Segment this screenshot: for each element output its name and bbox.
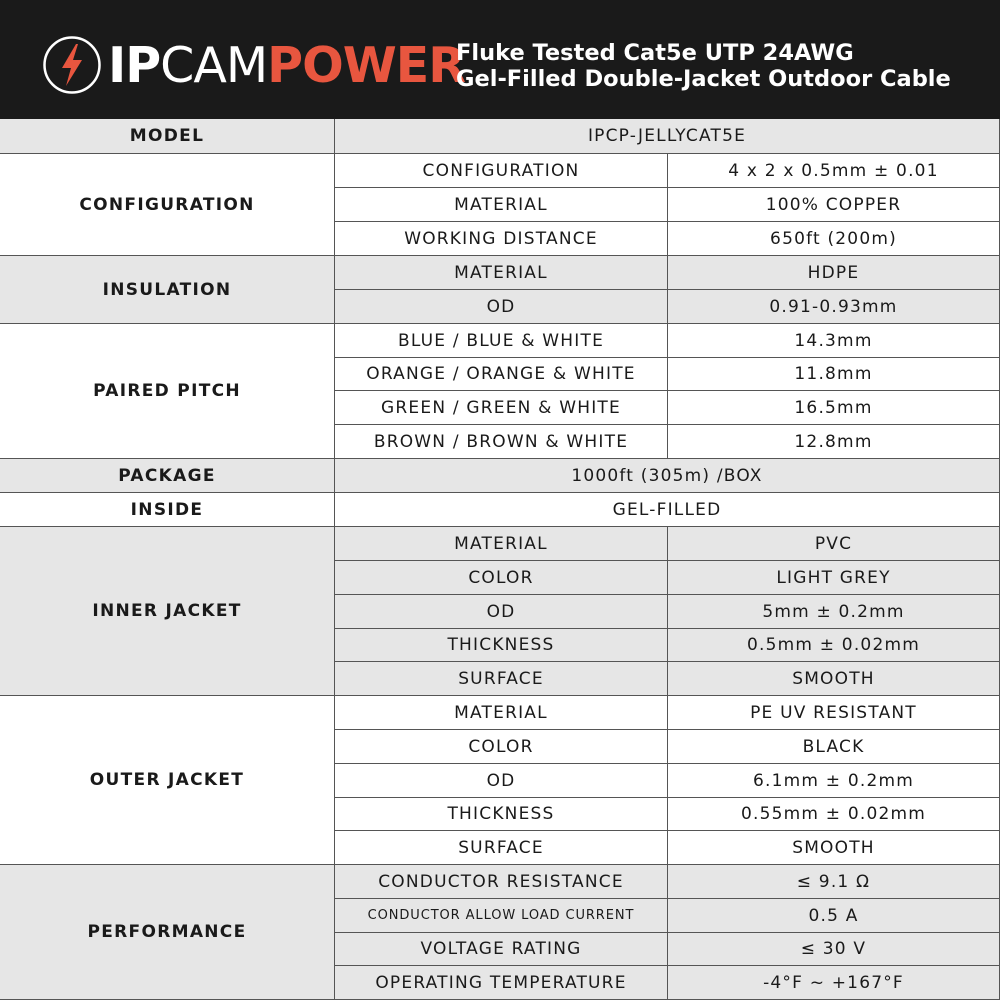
package-label: PACKAGE: [0, 459, 335, 493]
insulation-label: INSULATION: [0, 256, 335, 324]
inner-jacket-row-value: 0.5mm ± 0.02mm: [668, 629, 1000, 662]
insulation-row-name: MATERIAL: [335, 256, 668, 290]
outer-jacket-row-value: SMOOTH: [668, 831, 1000, 865]
performance-row-name: OPERATING TEMPERATURE: [335, 966, 668, 1000]
insulation-row-value: HDPE: [668, 256, 1000, 290]
inner-jacket-row-name: SURFACE: [335, 662, 668, 696]
outer-jacket-row-name: OD: [335, 764, 668, 798]
paired-pitch-row-value: 14.3mm: [668, 324, 1000, 358]
model-value: IPCP-JELLYCAT5E: [335, 119, 1000, 154]
inside-value: GEL-FILLED: [335, 493, 1000, 527]
paired-pitch-row-name: BROWN / BROWN & WHITE: [335, 425, 668, 459]
performance-row-value: -4°F ~ +167°F: [668, 966, 1000, 1000]
inner-jacket-row-name: MATERIAL: [335, 527, 668, 561]
inner-jacket-row-value: LIGHT GREY: [668, 561, 1000, 595]
inner-jacket-row-value: SMOOTH: [668, 662, 1000, 696]
configuration-row-value: 4 x 2 x 0.5mm ± 0.01: [668, 154, 1000, 188]
paired-pitch-label: PAIRED PITCH: [0, 324, 335, 459]
paired-pitch-row-value: 12.8mm: [668, 425, 1000, 459]
inner-jacket-label: INNER JACKET: [0, 527, 335, 696]
performance-row-name: VOLTAGE RATING: [335, 933, 668, 966]
brand-logo: [108, 35, 465, 97]
outer-jacket-row-name: SURFACE: [335, 831, 668, 865]
paired-pitch-row-name: GREEN / GREEN & WHITE: [335, 391, 668, 425]
performance-row-value: ≤ 30 V: [668, 933, 1000, 966]
configuration-row-value: 650ft (200m): [668, 222, 1000, 256]
performance-row-name: CONDUCTOR RESISTANCE: [335, 865, 668, 899]
lightning-bolt-icon: [42, 35, 102, 95]
configuration-label: CONFIGURATION: [0, 154, 335, 256]
title-line-1: Fluke Tested Cat5e UTP 24AWG: [456, 40, 854, 66]
outer-jacket-row-value: PE UV RESISTANT: [668, 696, 1000, 730]
inner-jacket-row-name: OD: [335, 595, 668, 629]
insulation-row-value: 0.91-0.93mm: [668, 290, 1000, 324]
brand-power: POWER: [267, 37, 465, 94]
brand-cam: CAM: [160, 37, 268, 94]
configuration-row-name: WORKING DISTANCE: [335, 222, 668, 256]
outer-jacket-row-value: BLACK: [668, 730, 1000, 764]
outer-jacket-row-value: 6.1mm ± 0.2mm: [668, 764, 1000, 798]
inner-jacket-row-name: THICKNESS: [335, 629, 668, 662]
performance-label: PERFORMANCE: [0, 865, 335, 1000]
paired-pitch-row-value: 11.8mm: [668, 358, 1000, 391]
configuration-row-name: MATERIAL: [335, 188, 668, 222]
performance-row-value: ≤ 9.1 Ω: [668, 865, 1000, 899]
title-line-2: Gel-Filled Double-Jacket Outdoor Cable: [456, 66, 951, 92]
outer-jacket-label: OUTER JACKET: [0, 696, 335, 865]
inner-jacket-row-name: COLOR: [335, 561, 668, 595]
package-value: 1000ft (305m) /BOX: [335, 459, 1000, 493]
configuration-row-name: CONFIGURATION: [335, 154, 668, 188]
inner-jacket-row-value: PVC: [668, 527, 1000, 561]
outer-jacket-row-value: 0.55mm ± 0.02mm: [668, 798, 1000, 831]
brand-ip: IP: [108, 37, 161, 94]
model-label: MODEL: [0, 119, 335, 154]
spec-table: [0, 119, 1000, 1000]
performance-row-name: CONDUCTOR ALLOW LOAD CURRENT: [335, 899, 668, 933]
inner-jacket-row-value: 5mm ± 0.2mm: [668, 595, 1000, 629]
header-banner: [0, 0, 1000, 119]
inside-label: INSIDE: [0, 493, 335, 527]
paired-pitch-row-name: BLUE / BLUE & WHITE: [335, 324, 668, 358]
outer-jacket-row-name: THICKNESS: [335, 798, 668, 831]
configuration-row-value: 100% COPPER: [668, 188, 1000, 222]
paired-pitch-row-name: ORANGE / ORANGE & WHITE: [335, 358, 668, 391]
insulation-row-name: OD: [335, 290, 668, 324]
product-title: [456, 40, 996, 92]
outer-jacket-row-name: MATERIAL: [335, 696, 668, 730]
performance-row-value: 0.5 A: [668, 899, 1000, 933]
outer-jacket-row-name: COLOR: [335, 730, 668, 764]
paired-pitch-row-value: 16.5mm: [668, 391, 1000, 425]
